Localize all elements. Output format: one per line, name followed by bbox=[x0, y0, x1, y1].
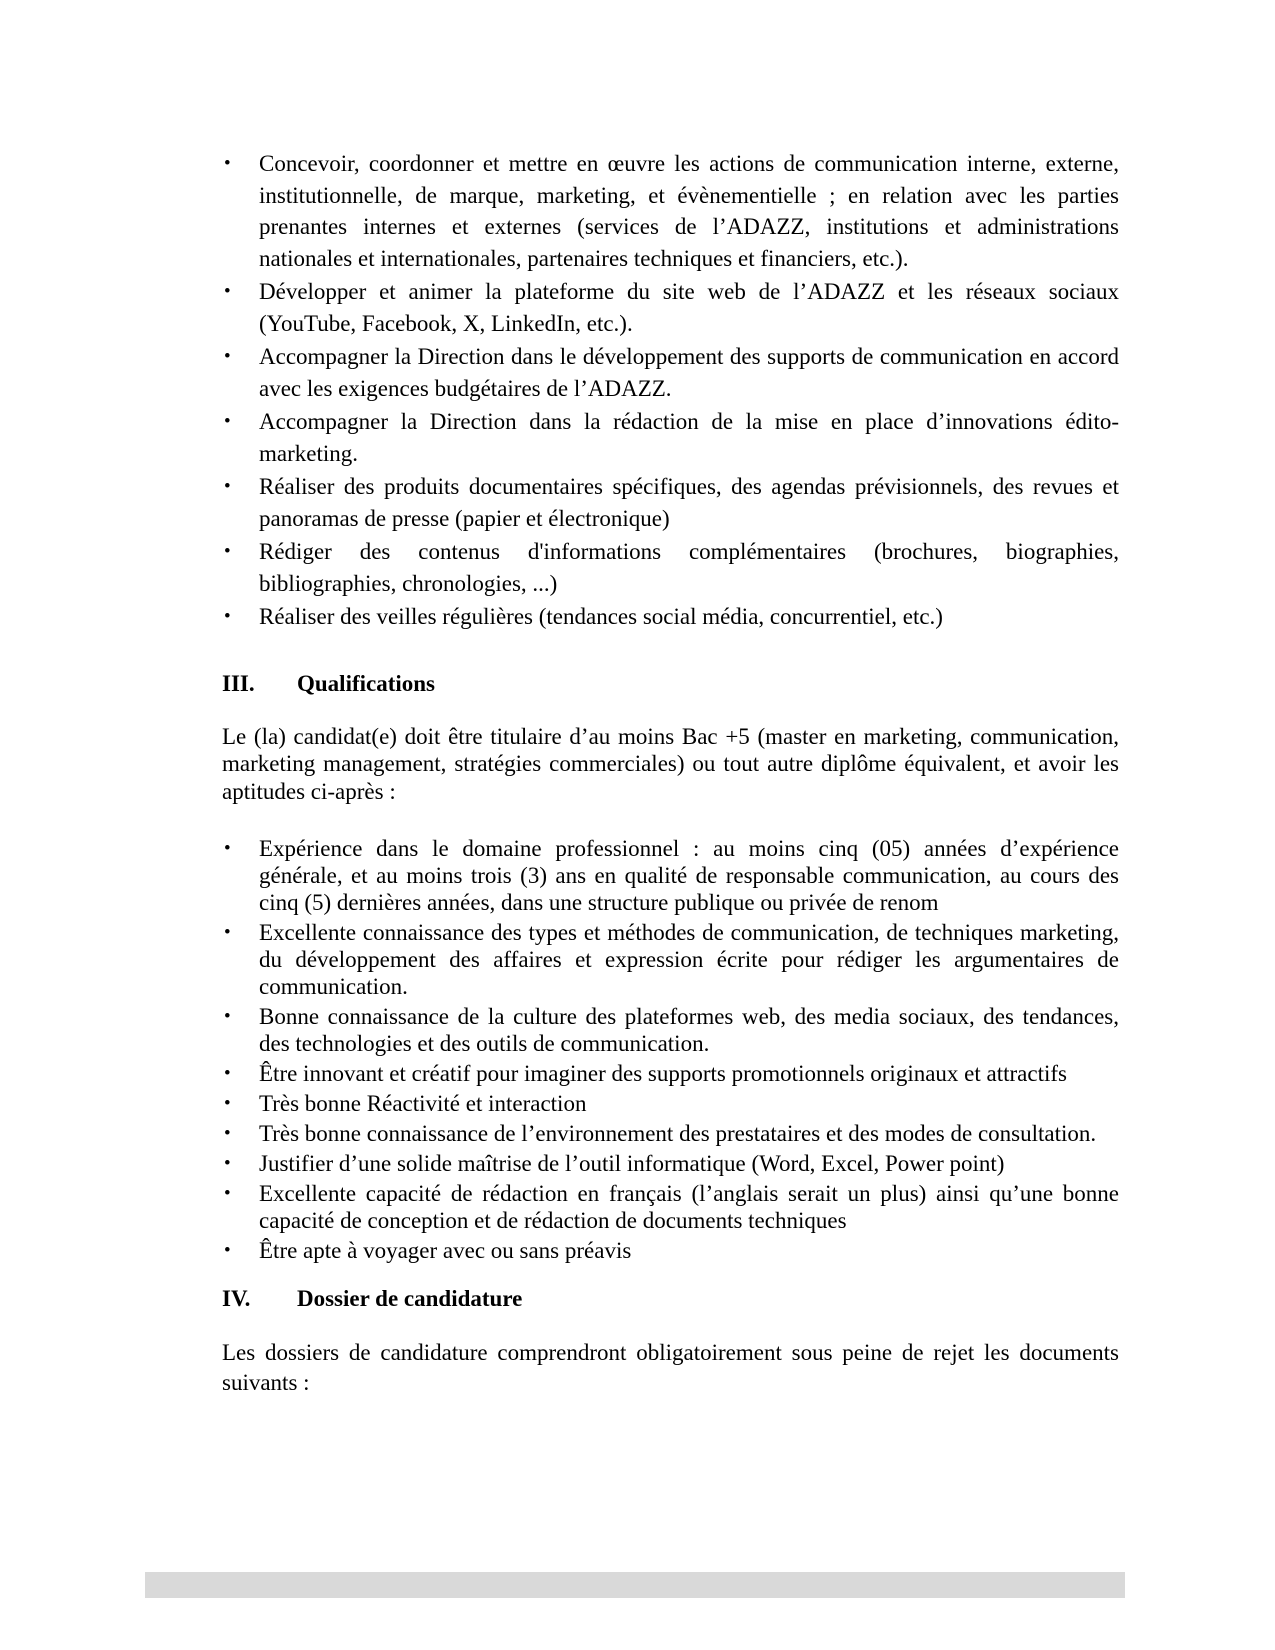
bullet-icon: • bbox=[224, 838, 231, 859]
list-item bbox=[222, 276, 1119, 339]
list-item bbox=[222, 1150, 1119, 1177]
list-item-text: Accompagner la Direction dans le développement des supports de communication en accord avec les exigences budgétaires de l’ADAZZ. bbox=[259, 344, 1119, 401]
list-item bbox=[222, 919, 1119, 1000]
list-item bbox=[222, 1003, 1119, 1057]
list-item bbox=[222, 835, 1119, 916]
list-item-text: Excellente connaissance des types et méthodes de communication, de techniques marketing, du développement des affaires et expression écrite pour rédiger les argumentaires de communication. bbox=[259, 920, 1119, 999]
bullet-icon: • bbox=[224, 1183, 231, 1204]
bullet-icon: • bbox=[224, 1093, 231, 1114]
list-item bbox=[222, 341, 1119, 404]
list-item bbox=[222, 601, 1119, 633]
list-item-text: Excellente capacité de rédaction en français (l’anglais serait un plus) ainsi qu’une bonne capacité de conception et de rédaction de documents techniques bbox=[259, 1181, 1119, 1233]
list-item bbox=[222, 536, 1119, 599]
bullet-icon: • bbox=[224, 606, 231, 627]
list-item-text: Concevoir, coordonner et mettre en œuvre les actions de communication interne, externe, institutionnelle, de marque, marketing, et évènementielle ; en relation avec les parties prenantes internes et externes (services de l’ADAZZ, institutions et administrations nationales et internationales, partenaires techniques et financiers, etc.). bbox=[259, 151, 1119, 271]
section-heading-dossier bbox=[222, 1286, 1119, 1312]
bullet-icon: • bbox=[224, 1006, 231, 1027]
qualifications-intro: Le (la) candidat(e) doit être titulaire d’au moins Bac +5 (master en marketing, communication, marketing management, stratégies commerciales) ou tout autre diplôme équivalent, et avoir les aptitudes ci-après : bbox=[222, 723, 1119, 804]
section-number: IV. bbox=[222, 1286, 251, 1311]
list-item-text: Réaliser des produits documentaires spécifiques, des agendas prévisionnels, des revues et panoramas de presse (papier et électronique) bbox=[259, 474, 1119, 531]
list-item-text: Justifier d’une solide maîtrise de l’outil informatique (Word, Excel, Power point) bbox=[259, 1151, 1005, 1176]
bullet-icon: • bbox=[224, 1123, 231, 1144]
list-item bbox=[222, 406, 1119, 469]
section-title: Qualifications bbox=[297, 670, 436, 696]
list-item bbox=[222, 1090, 1119, 1117]
footer-bar bbox=[145, 1572, 1125, 1598]
qualifications-list bbox=[222, 835, 1119, 1264]
list-item bbox=[222, 1180, 1119, 1234]
section-number: III. bbox=[222, 670, 255, 696]
list-item-text: Bonne connaissance de la culture des plateformes web, des media sociaux, des tendances, des technologies et des outils de communication. bbox=[259, 1004, 1119, 1056]
list-item-text: Réaliser des veilles régulières (tendances social média, concurrentiel, etc.) bbox=[259, 604, 943, 629]
list-item-text: Expérience dans le domaine professionnel : au moins cinq (05) années d’expérience générale, et au moins trois (3) ans en qualité de responsable communication, au cours des cinq (5) dernières années, dans une structure publique ou privée de renom bbox=[259, 836, 1119, 915]
responsibilities-list bbox=[222, 148, 1119, 633]
bullet-icon: • bbox=[224, 476, 231, 497]
list-item bbox=[222, 1120, 1119, 1147]
list-item bbox=[222, 148, 1119, 274]
list-item bbox=[222, 1237, 1119, 1264]
section-heading-qualifications bbox=[222, 671, 1119, 697]
list-item bbox=[222, 471, 1119, 534]
bullet-icon: • bbox=[224, 1063, 231, 1084]
bullet-icon: • bbox=[224, 1240, 231, 1261]
bullet-icon: • bbox=[224, 541, 231, 562]
bullet-icon: • bbox=[224, 281, 231, 302]
section-title: Dossier de candidature bbox=[297, 1286, 523, 1311]
bullet-icon: • bbox=[224, 1153, 231, 1174]
list-item bbox=[222, 1060, 1119, 1087]
document-body bbox=[222, 148, 1119, 1398]
bullet-icon: • bbox=[224, 411, 231, 432]
dossier-intro: Les dossiers de candidature comprendront obligatoirement sous peine de rejet les documents suivants : bbox=[222, 1340, 1119, 1395]
list-item-text: Très bonne connaissance de l’environnement des prestataires et des modes de consultation. bbox=[259, 1121, 1097, 1146]
list-item-text: Être apte à voyager avec ou sans préavis bbox=[259, 1238, 632, 1263]
list-item-text: Très bonne Réactivité et interaction bbox=[259, 1091, 587, 1116]
list-item-text: Accompagner la Direction dans la rédaction de la mise en place d’innovations édito-marketing. bbox=[259, 409, 1119, 466]
bullet-icon: • bbox=[224, 346, 231, 367]
bullet-icon: • bbox=[224, 922, 231, 943]
bullet-icon: • bbox=[224, 153, 231, 174]
list-item-text: Rédiger des contenus d'informations complémentaires (brochures, biographies, bibliographies, chronologies, ...) bbox=[259, 539, 1119, 596]
list-item-text: Développer et animer la plateforme du site web de l’ADAZZ et les réseaux sociaux (YouTube, Facebook, X, LinkedIn, etc.). bbox=[259, 279, 1119, 336]
list-item-text: Être innovant et créatif pour imaginer des supports promotionnels originaux et attractifs bbox=[259, 1061, 1067, 1086]
